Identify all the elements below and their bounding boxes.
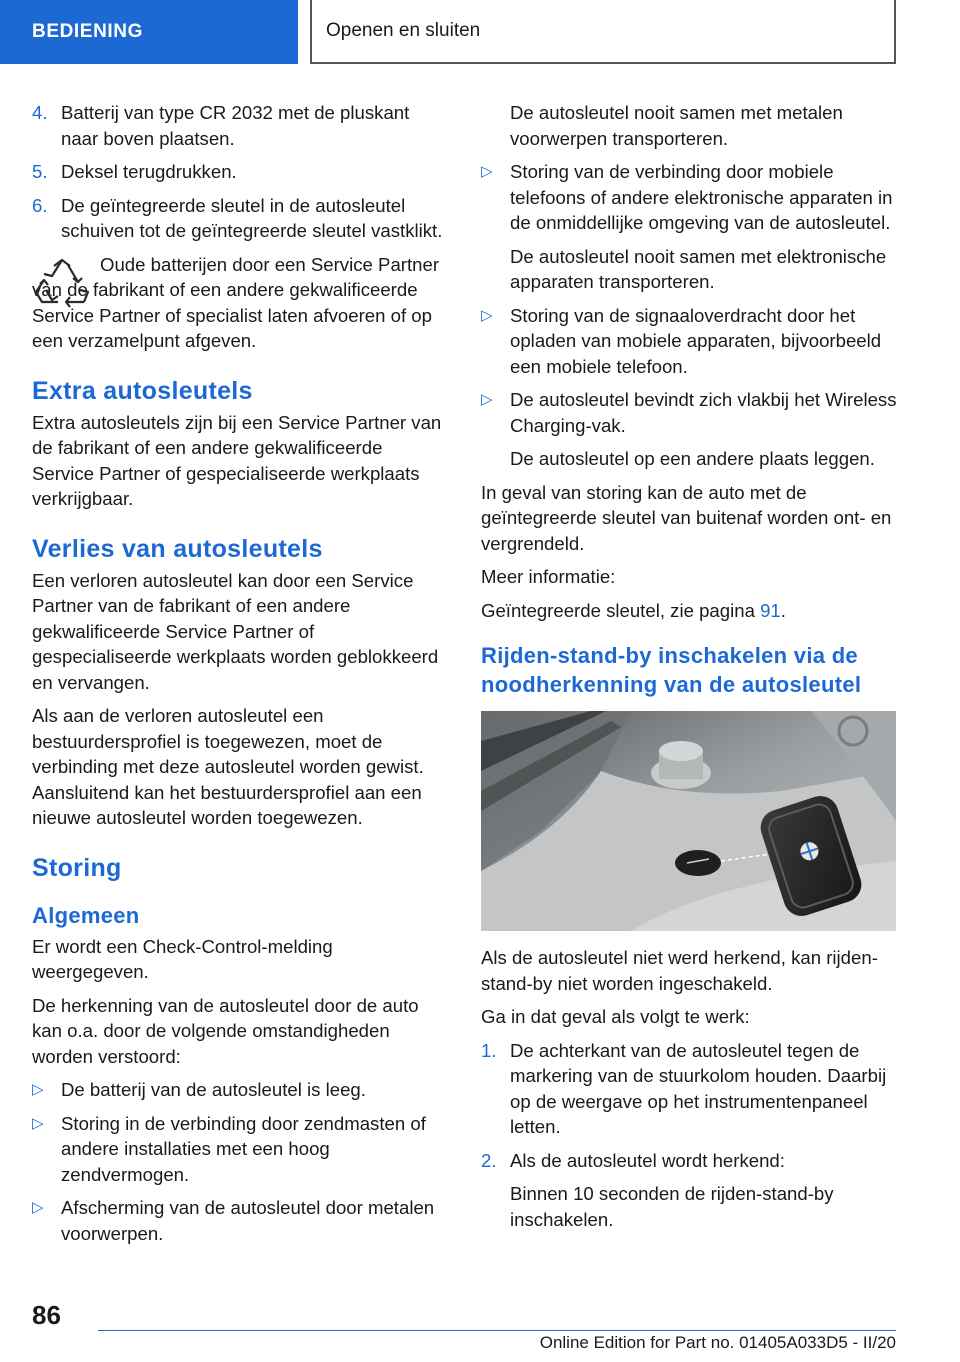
paragraph: In geval van storing kan de auto met de geïntegreerde sleutel van buitenaf worden ont- en vergrendeld. (481, 481, 892, 554)
step-number: 4. (32, 102, 48, 123)
bullet-text: Afscherming van de autosleutel door metalen voorwerpen. (61, 1197, 435, 1244)
reference-text: Geïntegreerde sleutel, zie pagina (481, 599, 761, 621)
step-number: 5. (32, 161, 48, 182)
bullet-text: Storing van de signaaloverdracht door het opladen van mobiele apparaten, bijvoorbeeld een mobiele telefoon. (510, 304, 882, 377)
bullet-subtext: De autosleutel op een andere plaats leggen. (510, 448, 875, 469)
heading-lost-keys: Verlies van autosleutels (32, 534, 323, 563)
step-number: 2. (481, 1149, 497, 1171)
step-text: De achterkant van de autosleutel tegen de markering van de stuurkolom houden. Daarbij op de weergave op het instrumentenpaneel letten. (510, 1039, 887, 1137)
heading-malfunction: Storing (32, 853, 122, 882)
paragraph: De herkenning van de autosleutel door de auto kan o.a. door de volgende omstandigheden worden verstoord: (32, 994, 419, 1067)
step-subtext: Binnen 10 seconden de rijden-stand-by inschakelen. (510, 1183, 834, 1230)
reference-end: . (780, 599, 786, 621)
left-column (32, 100, 448, 1254)
footer-divider (98, 1330, 896, 1331)
step-text: Deksel terugdrukken. (61, 161, 237, 182)
bullet-subtext: De autosleutel nooit samen met metalen voorwerpen transporteren. (510, 102, 843, 149)
step-text: Batterij van type CR 2032 met de pluskant naar boven plaatsen. (61, 102, 410, 149)
page-header (0, 0, 960, 66)
recycle-note-text: Oude batterijen door een Service Partner van de fabrikant of een andere gekwalificeerde Service Partner of specialist laten afvoeren of op een verzamelpunt afgeven. (32, 253, 440, 351)
step-number: 6. (32, 194, 48, 216)
page-reference (481, 598, 897, 624)
right-column (481, 100, 897, 1240)
bullet-subtext: De autosleutel nooit samen met elektronische apparaten transporteren. (510, 245, 887, 292)
triangle-right-icon: ▷ (32, 1114, 44, 1132)
paragraph: Ga in dat geval als volgt te werk: (481, 1006, 750, 1027)
bullet-text: De autosleutel bevindt zich vlakbij het Wireless Charging-vak. (510, 389, 897, 436)
paragraph: Er wordt een Check-Control-melding weergegeven. (32, 935, 333, 982)
paragraph: Meer informatie: (481, 566, 616, 587)
step-text: De geïntegreerde sleutel in de autosleutel schuiven tot de geïntegreerde sleutel vastklikt. (61, 194, 443, 241)
step-item (32, 159, 448, 185)
bullet-item (481, 159, 897, 236)
step-text: Als de autosleutel wordt herkend: (510, 1149, 785, 1171)
step-number: 1. (481, 1039, 497, 1061)
paragraph: Een verloren autosleutel kan door een Service Partner van de fabrikant of een andere gekwalificeerde Service Partner of gespecialiseerde werkplaats worden geblokkeerd en vervangen. (32, 569, 439, 693)
triangle-right-icon: ▷ (481, 163, 493, 180)
bullet-item (32, 1195, 448, 1246)
bullet-text: Storing van de verbinding door mobiele telefoons of andere elektronische apparaten in de onmiddellijke omgeving van de autosleutel. (510, 161, 893, 233)
bullet-item (32, 1111, 448, 1188)
bullet-text: Storing in de verbinding door zendmasten of andere installaties met een hoog zendvermogen. (61, 1112, 426, 1185)
bullet-item (481, 387, 897, 438)
triangle-right-icon: ▷ (481, 391, 493, 408)
triangle-right-icon: ▷ (481, 306, 493, 324)
triangle-right-icon: ▷ (32, 1199, 44, 1216)
recycle-icon (32, 256, 92, 312)
chapter-tab: Openen en sluiten (310, 0, 896, 64)
heading-extra-keys: Extra autosleutels (32, 376, 253, 405)
triangle-right-icon: ▷ (32, 1081, 44, 1098)
edition-footer: Online Edition for Part no. 01405A033D5 - II/20 (539, 1333, 896, 1352)
step-item (32, 193, 448, 244)
step-item (32, 100, 448, 151)
environment-note (32, 252, 448, 354)
page-link[interactable]: 91 (760, 599, 781, 621)
bullet-text: De batterij van de autosleutel is leeg. (61, 1079, 366, 1100)
page-number: 86 (32, 1300, 61, 1330)
step-item (481, 1038, 897, 1140)
paragraph: Als de autosleutel niet werd herkend, kan rijden-stand-by niet worden ingeschakeld. (481, 947, 878, 994)
section-tab: BEDIENING (0, 0, 298, 64)
bullet-item (481, 303, 897, 380)
steering-column-key-photo (481, 711, 896, 931)
step-item (481, 1148, 897, 1174)
paragraph: Extra autosleutels zijn bij een Service Partner van de fabrikant of een andere gekwalificeerde Service Partner of gespecialiseerde werkplaats verkrijgbaar. (32, 411, 442, 509)
paragraph: Als aan de verloren autosleutel een bestuurdersprofiel is toegewezen, moet de verbinding met deze autosleutel worden gewist. Aansluitend kan het bestuurdersprofiel aan een nieuwe autosleutel worden toegewezen. (32, 705, 424, 828)
heading-emergency-detection: Rijden-stand-by inschakelen via de noodherkenning van de autosleutel (481, 643, 862, 697)
subheading-general: Algemeen (32, 902, 140, 928)
bullet-item (32, 1077, 448, 1103)
